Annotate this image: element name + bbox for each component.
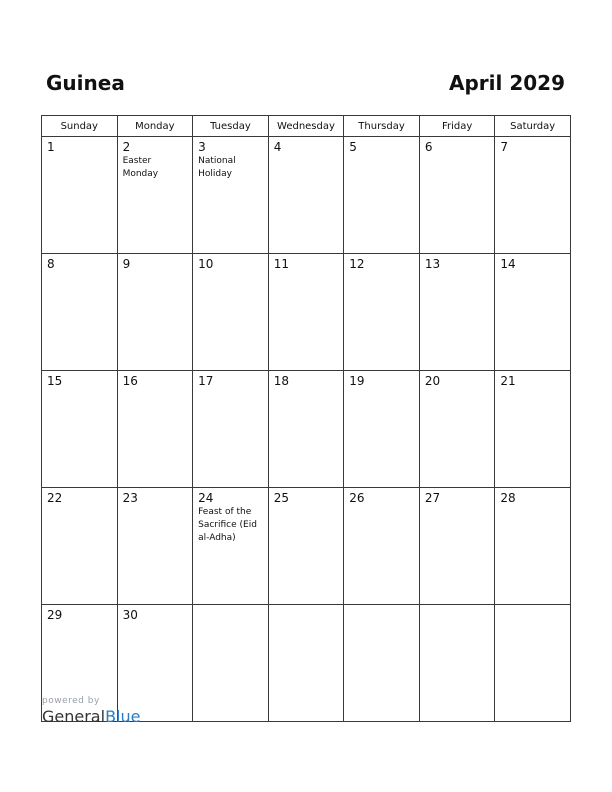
day-cell xyxy=(268,488,344,605)
day-cell xyxy=(42,254,118,371)
day-cell xyxy=(117,254,193,371)
weekday-sunday: Sunday xyxy=(42,116,118,137)
day-number: 19 xyxy=(349,374,365,388)
weekday-wednesday: Wednesday xyxy=(268,116,344,137)
day-cell xyxy=(42,137,118,254)
day-number: 17 xyxy=(198,374,214,388)
day-number: 28 xyxy=(500,491,516,505)
day-cell xyxy=(419,254,495,371)
day-cell xyxy=(42,488,118,605)
powered-by-text: powered by xyxy=(42,696,100,706)
month-title: April 2029 xyxy=(449,71,565,95)
day-cell xyxy=(344,254,420,371)
week-row xyxy=(42,488,571,605)
day-number: 30 xyxy=(122,608,138,622)
day-number: 5 xyxy=(349,140,357,154)
day-number: 16 xyxy=(122,374,138,388)
day-cell xyxy=(495,371,571,488)
weekday-header-row xyxy=(42,116,571,137)
holiday-label: National Holiday xyxy=(198,156,236,179)
day-cell xyxy=(193,488,269,605)
day-cell xyxy=(419,605,495,722)
day-number: 22 xyxy=(47,491,63,505)
day-cell xyxy=(419,137,495,254)
day-cell xyxy=(268,605,344,722)
day-cell xyxy=(495,605,571,722)
day-number: 4 xyxy=(273,140,282,154)
day-cell xyxy=(193,371,269,488)
generalblue-logo xyxy=(42,707,140,726)
day-cell xyxy=(419,371,495,488)
weekday-tuesday: Tuesday xyxy=(193,116,269,137)
day-number: 15 xyxy=(47,374,63,388)
day-cell xyxy=(268,254,344,371)
day-number: 25 xyxy=(273,491,289,505)
week-row xyxy=(42,371,571,488)
day-cell xyxy=(268,371,344,488)
day-cell xyxy=(344,137,420,254)
holiday-label: Easter Monday xyxy=(122,156,159,179)
day-number: 11 xyxy=(273,257,289,271)
weekday-friday: Friday xyxy=(419,116,495,137)
day-number: 24 xyxy=(198,491,214,505)
weekday-saturday: Saturday xyxy=(495,116,571,137)
day-number: 7 xyxy=(500,140,509,154)
day-number: 20 xyxy=(424,374,441,388)
day-number: 8 xyxy=(47,257,55,271)
day-number: 1 xyxy=(47,140,55,154)
day-number: 6 xyxy=(424,140,433,154)
day-number: 14 xyxy=(500,257,516,271)
day-number: 27 xyxy=(424,491,441,505)
day-number: 3 xyxy=(198,140,206,154)
day-cell xyxy=(419,488,495,605)
country-title: Guinea xyxy=(46,71,125,95)
day-cell xyxy=(193,605,269,722)
day-cell xyxy=(344,488,420,605)
day-number: 18 xyxy=(273,374,289,388)
day-number: 2 xyxy=(122,140,131,154)
day-cell xyxy=(495,488,571,605)
calendar-grid xyxy=(41,115,571,722)
day-number: 23 xyxy=(122,491,138,505)
brand-part-general: General xyxy=(42,707,106,726)
week-row xyxy=(42,137,571,254)
day-number: 26 xyxy=(349,491,365,505)
holiday-label: Feast of the Sacrifice (Eid al-Adha) xyxy=(198,507,257,543)
day-cell xyxy=(344,605,420,722)
day-cell xyxy=(117,137,193,254)
day-number: 10 xyxy=(198,257,214,271)
day-number: 29 xyxy=(47,608,63,622)
day-cell xyxy=(42,371,118,488)
brand-part-blue: Blue xyxy=(105,707,141,726)
weekday-thursday: Thursday xyxy=(344,116,420,137)
day-cell xyxy=(495,254,571,371)
footer-branding xyxy=(42,696,140,726)
week-row xyxy=(42,254,571,371)
day-cell xyxy=(193,137,269,254)
day-number: 9 xyxy=(122,257,131,271)
day-cell xyxy=(117,488,193,605)
day-number: 12 xyxy=(349,257,365,271)
weekday-monday: Monday xyxy=(117,116,193,137)
day-cell xyxy=(344,371,420,488)
day-cell xyxy=(268,137,344,254)
day-number: 21 xyxy=(500,374,516,388)
day-cell xyxy=(117,371,193,488)
day-cell xyxy=(495,137,571,254)
day-cell xyxy=(193,254,269,371)
day-number: 13 xyxy=(424,257,441,271)
